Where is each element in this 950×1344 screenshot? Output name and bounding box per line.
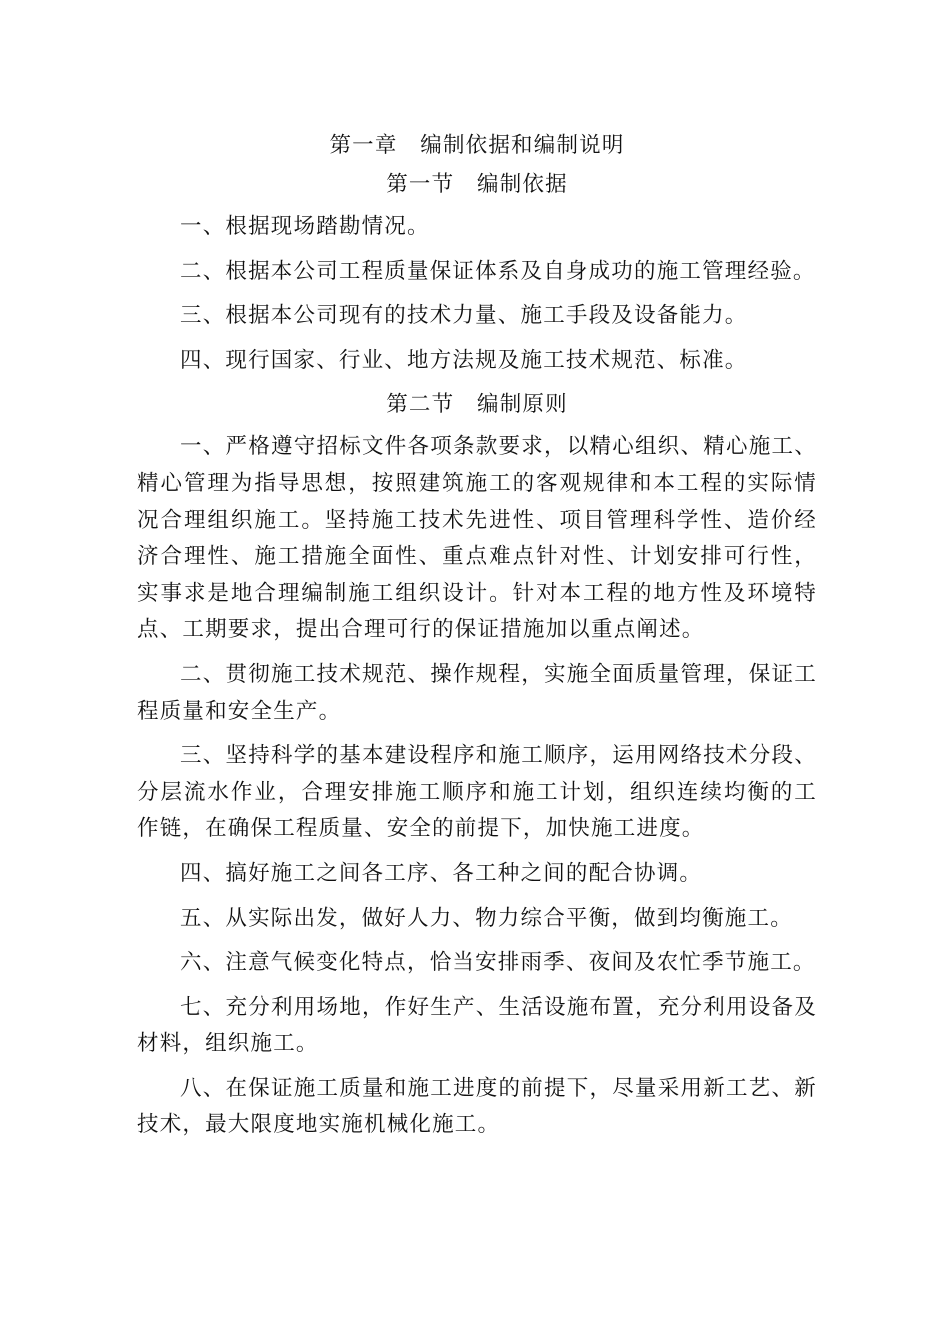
principle-item: 五、从实际出发，做好人力、物力综合平衡，做到均衡施工。	[180, 905, 793, 931]
basis-item: 二、根据本公司工程质量保证体系及自身成功的施工管理经验。	[180, 258, 816, 284]
principle-item: 四、搞好施工之间各工序、各工种之间的配合协调。	[180, 860, 703, 886]
principle-list	[137, 429, 817, 1144]
principle-item: 六、注意气候变化特点，恰当安排雨季、夜间及农忙季节施工。	[180, 950, 816, 976]
principle-item: 一、严格遵守招标文件各项条款要求，以精心组织、精心施工、精心管理为指导思想，按照建筑施工的客观规律和本工程的实际情况合理组织施工。坚持施工技术先进性、项目管理科学性、造价经济合理性、施工措施全面性、重点难点针对性、计划安排可行性，实事求是地合理编制施工组织设计。针对本工程的地方性及环境特点、工期要求，提出合理可行的保证措施加以重点阐述。	[137, 434, 817, 643]
principle-item: 八、在保证施工质量和施工进度的前提下，尽量采用新工艺、新技术，最大限度地实施机械化施工。	[137, 1075, 817, 1138]
principle-item: 三、坚持科学的基本建设程序和施工顺序，运用网络技术分段、分层流水作业，合理安排施工顺序和施工计划，组织连续均衡的工作链，在确保工程质量、安全的前提下，加快施工进度。	[137, 743, 817, 842]
section-title-basis: 第一节 编制依据	[386, 172, 568, 197]
chapter-title: 第一章 编制依据和编制说明	[329, 133, 625, 158]
document-body	[137, 128, 817, 1152]
basis-list	[137, 209, 817, 379]
basis-item: 三、根据本公司现有的技术力量、施工手段及设备能力。	[180, 303, 748, 329]
principle-item: 七、充分利用场地，作好生产、生活设施布置，充分利用设备及材料，组织施工。	[137, 994, 817, 1057]
basis-item: 四、现行国家、行业、地方法规及施工技术规范、标准。	[180, 347, 748, 373]
principle-item: 二、贯彻施工技术规范、操作规程，实施全面质量管理，保证工程质量和安全生产。	[137, 661, 817, 724]
section-title-principles: 第二节 编制原则	[386, 392, 568, 418]
basis-item: 一、根据现场踏勘情况。	[180, 214, 430, 239]
